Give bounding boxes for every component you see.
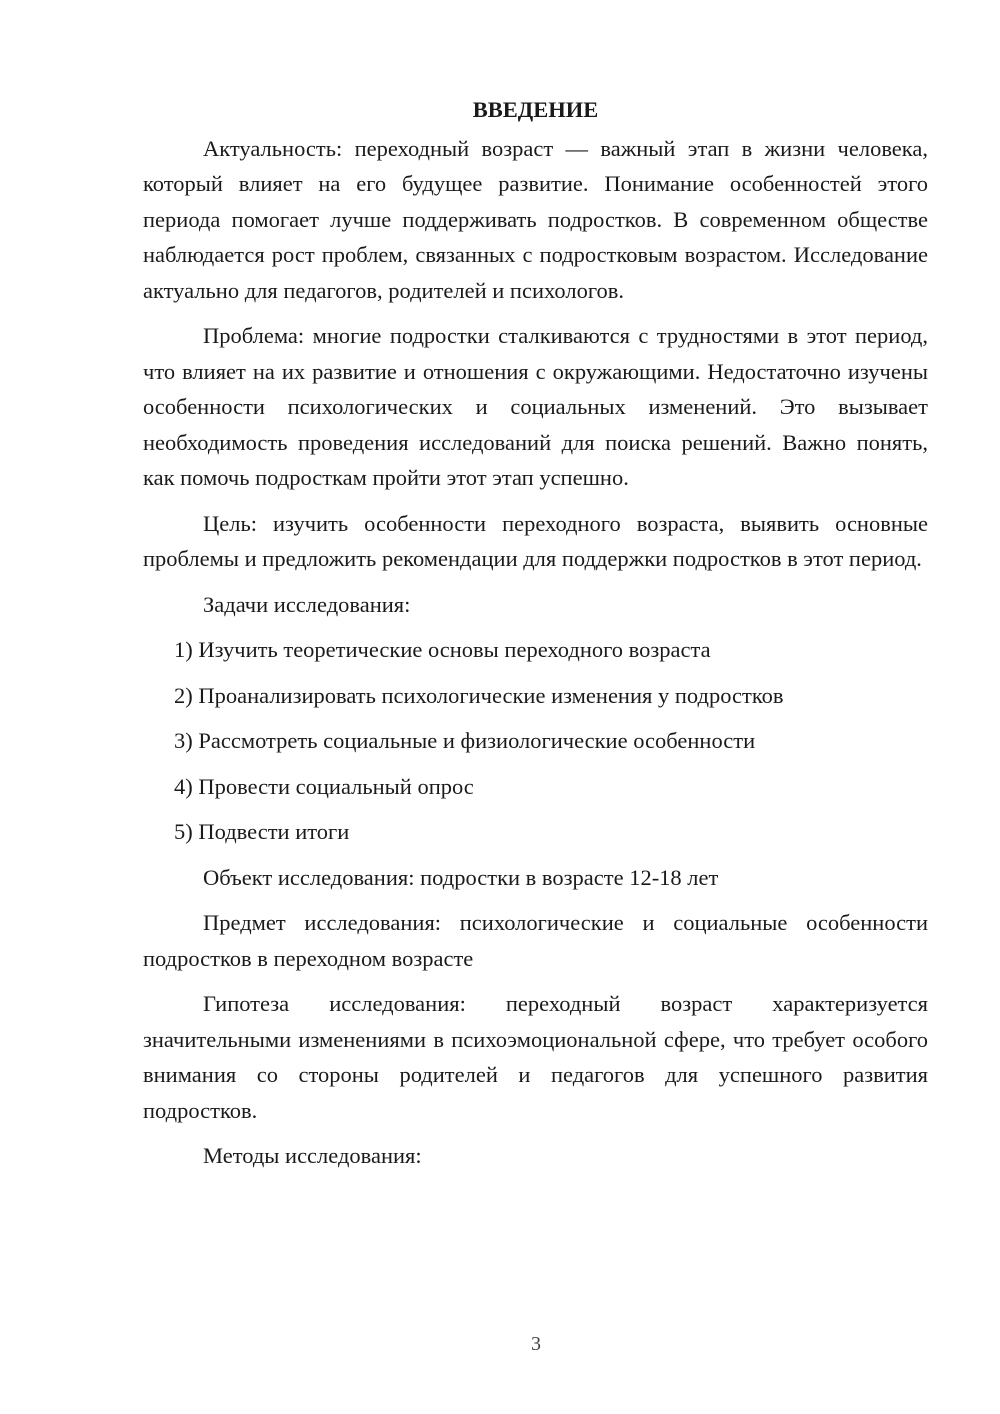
goal-paragraph: Цель: изучить особенности переходного возраста, выявить основные проблемы и предложить рекомендации для поддержки подростков в этот период. [143, 510, 928, 571]
methods-title: Методы исследования: [203, 1143, 422, 1168]
task-item: 2) Проанализировать психологические изменения у подростков [174, 682, 784, 708]
relevance-paragraph: Актуальность: переходный возраст — важный этап в жизни человека, который влияет на его будущее развитие. Понимание особенностей этого периода помогает лучше поддерживать подростков. В современном обществе наблюдается рост проблем, связанных с подростковым возрастом. Исследование актуально для педагогов, родителей и психологов. [143, 135, 928, 303]
tasks-list [143, 632, 928, 850]
page-content [143, 92, 928, 1184]
object-paragraph: Объект исследования: подростки в возрасте 12-18 лет [203, 864, 719, 890]
task-item: 5) Подвести итоги [174, 819, 350, 844]
problem-paragraph: Проблема: многие подростки сталкиваются с трудностями в этот период, что влияет на их развитие и отношения с окружающими. Недостаточно изучены особенности психологических и социальных изменений. Это вызывает необходимость проведения исследований для поиска решений. Важно понять, как помочь подросткам пройти этот этап успешно. [143, 323, 928, 490]
subject-paragraph: Предмет исследования: психологические и социальные особенности подростков в переходном возрасте [143, 910, 928, 971]
page-number: 3 [531, 1333, 541, 1355]
tasks-title: Задачи исследования: [203, 591, 411, 617]
section-heading: ВВЕДЕНИЕ [472, 97, 599, 122]
hypothesis-paragraph: Гипотеза исследования: переходный возраст характеризуется значительными изменениями в психоэмоциональной сфере, что требует особого внимания со стороны родителей и педагогов для успешного развития подростков. [143, 991, 928, 1123]
task-item: 3) Рассмотреть социальные и физиологические особенности [174, 728, 756, 753]
task-item: 4) Провести социальный опрос [174, 773, 474, 799]
task-item: 1) Изучить теоретические основы переходного возраста [174, 637, 711, 662]
